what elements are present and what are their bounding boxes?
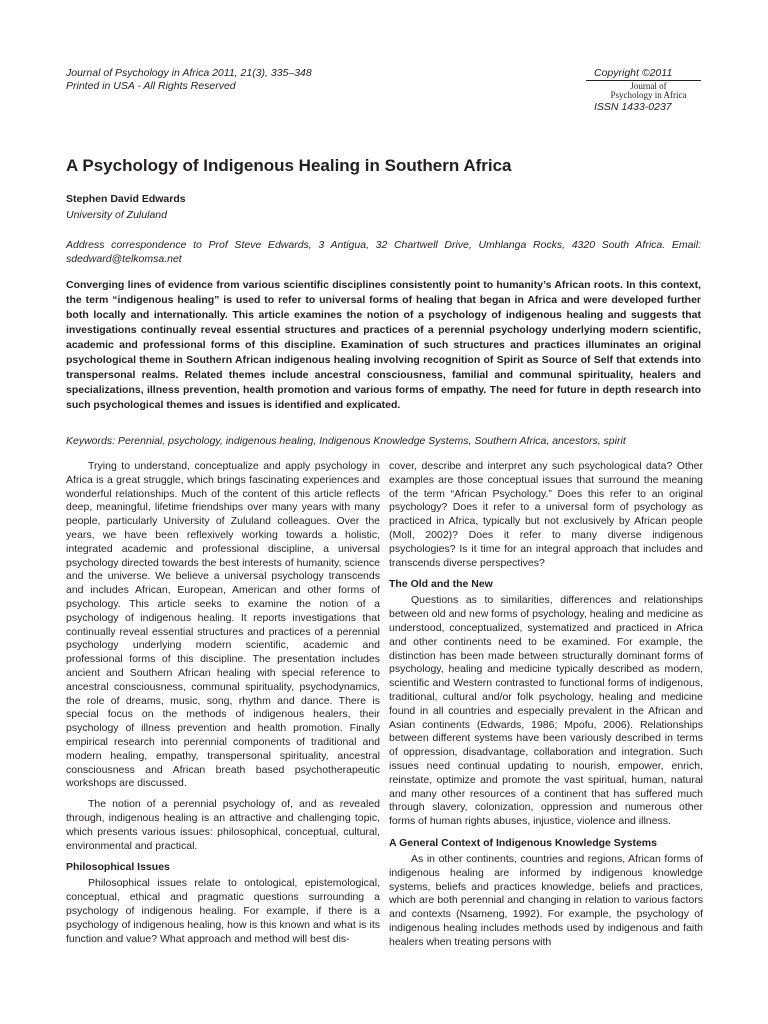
body-column-left <box>66 460 380 953</box>
author-name: Stephen David Edwards <box>66 193 186 205</box>
body-column-right <box>389 460 703 957</box>
author-affiliation: University of Zululand <box>66 209 167 221</box>
journal-citation <box>66 67 312 93</box>
issn-text: ISSN 1433-0237 <box>594 101 672 113</box>
body-paragraph: cover, describe and interpret any such psychological data? Other examples are those conceptual issues that surround the meaning of the term “African Psychology.” Does this refer to an original psychology? Does it refer to a universal form of psychology as practiced in Africa, typically but not exclusively by African people (Moll, 2002)? Does it refer to many diverse indigenous psychologies? Is it time for an integral approach that includes and transcends diverse perspectives? <box>389 460 703 569</box>
body-paragraph: The notion of a perennial psychology of, and as revealed through, indigenous healing is an attractive and challenging topic, which presents various issues: philosophical, conceptual, cultural, environmental and practical. <box>66 798 380 852</box>
keywords: Keywords: Perennial, psychology, indigenous healing, Indigenous Knowledge Systems, Southern Africa, ancestors, spirit <box>66 435 626 447</box>
body-paragraph: Trying to understand, conceptualize and apply psychology in Africa is a great struggle, which brings fascinating experiences and wonderful relationships. Much of the content of this article reflects deep, meaningful, lifetime friendships over many years with many people, particularly University of Zululand colleagues. Over the years, we have been reflexively working towards a holistic, integrated academic and professional discipline, a universal psychology directed towards the best interests of humanity, science and the universe. We believe a universal psychology transcends and includes African, European, American and other forms of psychology. This article seeks to examine the notion of a psychology of indigenous healing. It reports investigations that continually reveal essential structures and practices of a perennial psychology underlying modern scientific, academic and professional forms of this discipline. The presentation includes ancient and Southern African healing with special reference to ancestral consciousness, communal spirituality, psychodynamics, the role of dreams, music, song, rhythm and dance. There is special focus on the methods of indigenous healers, their psychology of illness prevention and health promotion. Finally empirical research into perennial components of traditional and modern healing, empathy, transpersonal spirituality, ancestral consciousness and African breath based psychotherapeutic workshops are discussed. <box>66 460 380 790</box>
citation-line: Journal of Psychology in Africa 2011, 21(3), 335–348 <box>66 67 312 79</box>
journal-copyright-block <box>586 67 701 113</box>
article-title: A Psychology of Indigenous Healing in Southern Africa <box>66 156 512 175</box>
section-heading-philosophical: Philosophical Issues <box>66 861 170 874</box>
journal-logo-line2: Psychology in Africa <box>610 90 687 100</box>
body-paragraph: As in other continents, countries and regions, African forms of indigenous healing are informed by indigenous knowledge systems, beliefs and practices knowledge, beliefs and practices, which are both perennial and changing in relation to various factors and contexts (Nsameng, 1992). For example, the psychology of indigenous healing includes methods used by indigenous and faith healers when treating persons with <box>389 852 703 948</box>
copyright-text: Copyright ©2011 <box>594 67 673 79</box>
correspondence-address: Address correspondence to Prof Steve Edwards, 3 Antigua, 32 Chartwell Drive, Umhlanga Rocks, 4320 South Africa. Email: sdedward@telkomsa.net <box>66 239 701 265</box>
body-paragraph: Questions as to similarities, differences and relationships between old and new forms of psychology, healing and medicine as understood, conceptualized, systematized and practiced in Africa and other continents need to be examined. For example, the distinction has been made between structurally dominant forms of psychology, healing and medicine typically described as modern, scientific and Western contrasted to functional forms of indigenous, traditional, cultural and/or folk psychology, healing and medicine found in all countries and especially prevalent in the African and Asian continents (Edwards, 1986; Mpofu, 2006). Relationships between different systems have been variously described in terms of oppression, disadvantage, collaboration and integration. Such issues need continual updating to nourish, empower, enrich, reinstate, optimize and promote the vast spiritual, human, natural and many other resources of a continent that has suffered much through slavery, colonization, oppression and numerous other forms of human rights abuses, injustice, violence and illness. <box>389 594 703 828</box>
print-rights-line: Printed in USA - All Rights Reserved <box>66 80 236 92</box>
body-paragraph: Philosophical issues relate to ontological, epistemological, conceptual, ethical and pragmatic questions surrounding a psychology of indigenous healing. For example, if there is a psychology of indigenous healing, how is this known and what is its function and value? What approach and method will best dis- <box>66 877 380 945</box>
journal-logo-line1: Journal of <box>630 81 667 91</box>
section-heading-context: A General Context of Indigenous Knowledge Systems <box>389 836 657 849</box>
abstract: Converging lines of evidence from various scientific disciplines consistently point to humanity’s African roots. In this context, the term “indigenous healing” is used to refer to universal forms of healing that began in Africa and were developed further both locally and internationally. This article examines the notion of a psychology of indigenous healing and suggests that investigations continually reveal essential structures and practices of a perennial psychology underlying modern scientific, academic and professional forms of this discipline. Examination of such structures and practices illuminates an original psychological theme in Southern African indigenous healing involving recognition of Spirit as Source of Self that extends into transpersonal realms. Related themes include ancestral consciousness, familial and communal spirituality, healers and specializations, illness prevention, health promotion and various forms of empathy. The need for future in depth research into such psychological themes and issues is identified and explicated. <box>66 279 701 411</box>
section-heading-old-new: The Old and the New <box>389 578 493 591</box>
